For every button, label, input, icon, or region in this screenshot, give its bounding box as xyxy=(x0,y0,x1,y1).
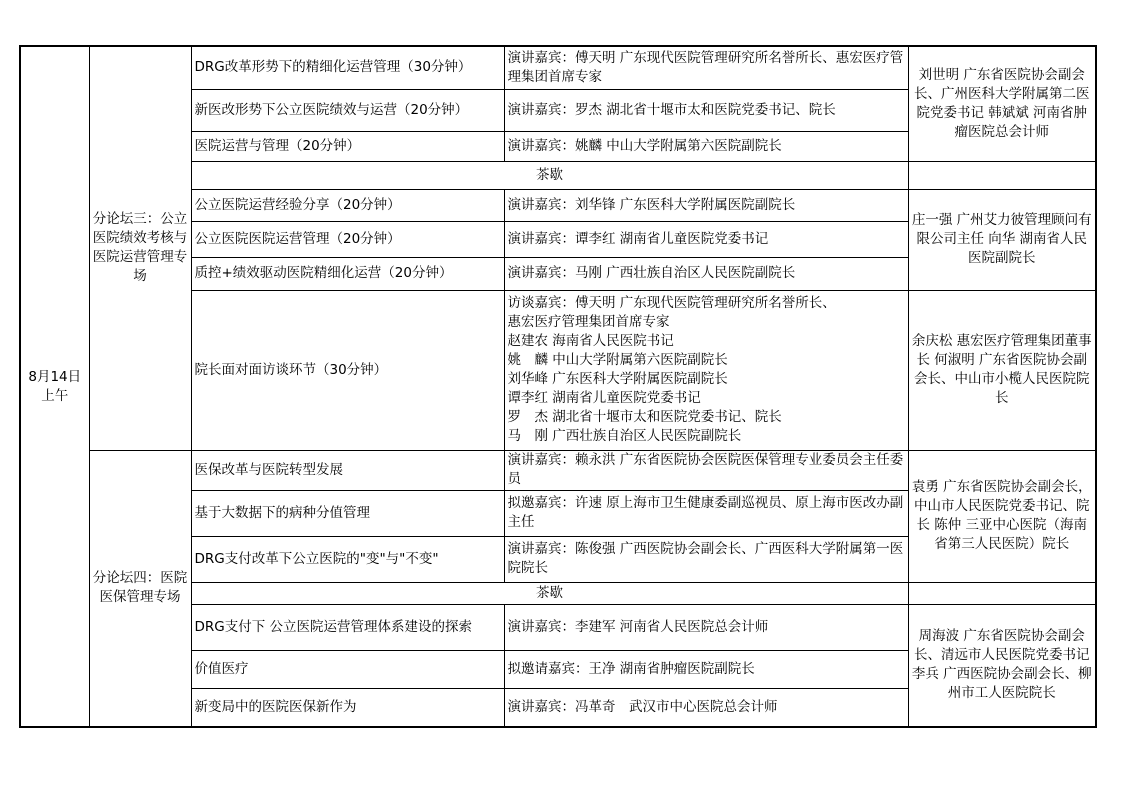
talk-speaker: 演讲嘉宾：谭李红 湖南省儿童医院党委书记 xyxy=(504,221,908,257)
guest-line: 马 刚 广西壮族自治区人民医院副院长 xyxy=(507,428,742,444)
talk-speaker: 演讲嘉宾：马刚 广西壮族自治区人民医院副院长 xyxy=(504,257,908,290)
interview-topic: 院长面对面访谈环节（30分钟） xyxy=(191,290,504,450)
forum-four-name: 分论坛四：医院医保管理专场 xyxy=(89,450,191,727)
talk-speaker: 演讲嘉宾：姚麟 中山大学附属第六医院副院长 xyxy=(504,131,908,161)
talk-speaker: 演讲嘉宾：陈俊强 广西医院协会副会长、广西医科大学附属第一医院院长 xyxy=(504,536,908,582)
guest-line: 谭李红 湖南省儿童医院党委书记 xyxy=(507,390,701,406)
moderator-cell: 刘世明 广东省医院协会副会长、广州医科大学附属第二医院党委书记 韩斌斌 河南省肿瘤医院总会计师 xyxy=(908,46,1096,161)
talk-topic: 质控+绩效驱动医院精细化运营（20分钟） xyxy=(191,257,504,290)
guest-line: 姚 麟 中山大学附属第六医院副院长 xyxy=(507,352,728,368)
talk-topic: 基于大数据下的病种分值管理 xyxy=(191,490,504,536)
guest-line: 访谈嘉宾：傅天明 广东现代医院管理研究所名誉所长、 xyxy=(507,295,836,311)
empty-cell xyxy=(908,161,1096,189)
talk-speaker: 演讲嘉宾：罗杰 湖北省十堰市太和医院党委书记、院长 xyxy=(504,89,908,131)
tea-break-label: 茶歇 xyxy=(191,161,908,189)
talk-speaker: 演讲嘉宾：傅天明 广东现代医院管理研究所名誉所长、惠宏医疗管理集团首席专家 xyxy=(504,46,908,89)
talk-speaker: 演讲嘉宾：冯革奇 武汉市中心医院总会计师 xyxy=(504,688,908,727)
guest-line: 罗 杰 湖北省十堰市太和医院党委书记、院长 xyxy=(507,409,782,425)
talk-topic: 医院运营与管理（20分钟） xyxy=(191,131,504,161)
talk-topic: 新医改形势下公立医院绩效与运营（20分钟） xyxy=(191,89,504,131)
talk-topic: 新变局中的医院医保新作为 xyxy=(191,688,504,727)
talk-topic: 公立医院医院运营管理（20分钟） xyxy=(191,221,504,257)
moderator-cell: 周海波 广东省医院协会副会长、清远市人民医院党委书记 李兵 广西医院协会副会长、柳州市工人医院院长 xyxy=(908,604,1096,727)
forum-three-name: 分论坛三：公立医院绩效考核与医院运营管理专场 xyxy=(89,46,191,450)
empty-cell xyxy=(908,582,1096,604)
guest-line: 赵建农 海南省人民医院书记 xyxy=(507,333,674,349)
schedule-table xyxy=(19,45,1097,728)
moderator-cell: 袁勇 广东省医院协会副会长，中山市人民医院党委书记、院长 陈仲 三亚中心医院（海南省第三人民医院）院长 xyxy=(908,450,1096,582)
guest-line: 惠宏医疗管理集团首席专家 xyxy=(507,314,670,330)
talk-speaker: 演讲嘉宾：刘华锋 广东医科大学附属医院副院长 xyxy=(504,189,908,221)
talk-topic: DRG改革形势下的精细化运营管理（30分钟） xyxy=(191,46,504,89)
guest-line: 刘华峰 广东医科大学附属医院副院长 xyxy=(507,371,728,387)
talk-topic: 价值医疗 xyxy=(191,650,504,688)
tea-break-label: 茶歇 xyxy=(191,582,908,604)
date-cell: 8月14日上午 xyxy=(20,46,89,727)
talk-speaker: 演讲嘉宾：赖永洪 广东省医院协会医院医保管理专业委员会主任委员 xyxy=(504,450,908,490)
talk-speaker: 演讲嘉宾：李建军 河南省人民医院总会计师 xyxy=(504,604,908,650)
moderator-cell: 庄一强 广州艾力彼管理顾问有限公司主任 向华 湖南省人民医院副院长 xyxy=(908,189,1096,290)
talk-topic: DRG支付改革下公立医院的"变"与"不变" xyxy=(191,536,504,582)
talk-topic: DRG支付下 公立医院运营管理体系建设的探索 xyxy=(191,604,504,650)
talk-speaker: 拟邀嘉宾：许速 原上海市卫生健康委副巡视员、原上海市医改办副主任 xyxy=(504,490,908,536)
talk-topic: 医保改革与医院转型发展 xyxy=(191,450,504,490)
interview-guests xyxy=(504,290,908,450)
table-row xyxy=(20,46,1096,89)
talk-topic: 公立医院运营经验分享（20分钟） xyxy=(191,189,504,221)
moderator-cell: 余庆松 惠宏医疗管理集团董事长 何淑明 广东省医院协会副会长、中山市小榄人民医院院长 xyxy=(908,290,1096,450)
table-row xyxy=(20,450,1096,490)
talk-speaker: 拟邀请嘉宾：王净 湖南省肿瘤医院副院长 xyxy=(504,650,908,688)
